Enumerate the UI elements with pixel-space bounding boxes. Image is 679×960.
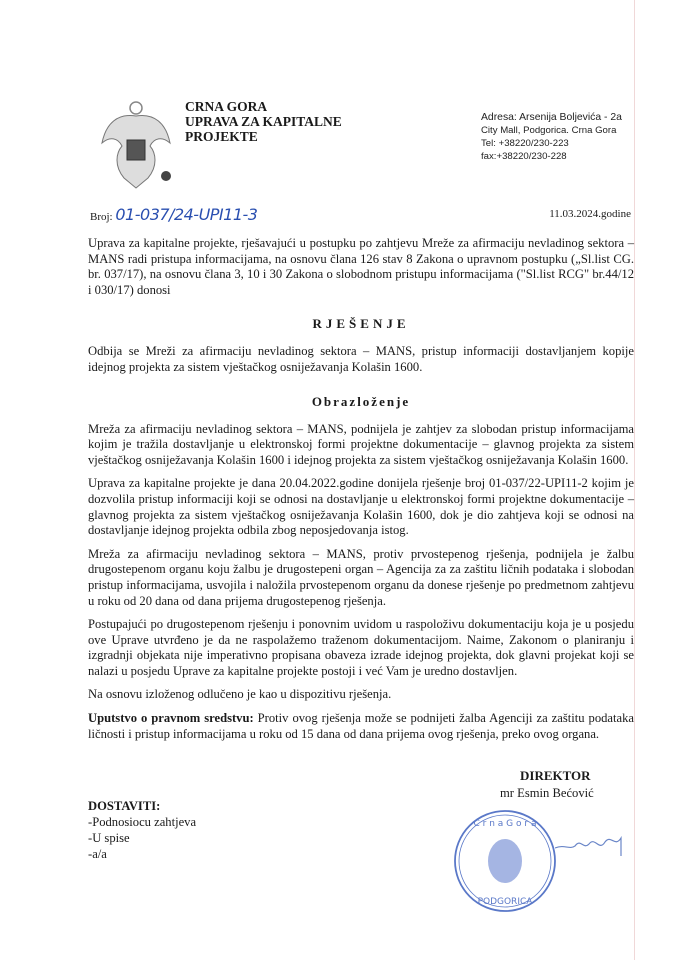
reference-number [90, 205, 257, 224]
contact-address [481, 111, 622, 163]
delivery-title: DOSTAVITI: [88, 799, 161, 814]
reasoning-paragraph: Uprava za kapitalne projekte je dana 20.04.2022.godine donijela rješenje broj 01-037/22-UPI11-2 kojim je dozvolila pristup informaciji koji se odnosi na dostavljanje u elektronskoj formi projektne dokumentacije – glavnog projekta za sistem vještačkog osniježavanja Kolašin 1600, dok je dio zahtjeva koji se odnosi na dostavljanje idejnog projekta odbila zbog neposjedovanja istog. [88, 476, 634, 538]
org-line: CRNA GORA [185, 99, 268, 114]
address-line: Adresa: Arsenija Boljevića - 2a [481, 112, 622, 123]
reasoning-paragraph: Mreža za afirmaciju nevladinog sektora – MANS, protiv prvostepenog rješenja, podnijela je žalbu drugostepenom organu koju žalbu je drugostepeni organ – Agencija za za zaštitu ličnih podataka i slobodan pristup informacijama, usvojila i naložila prvostepenom organu da donese rješenje po predmetnom zahtjevu u roku od 20 dana od dana prijema drugostepenog rješenja. [88, 546, 634, 608]
scan-edge-line [634, 0, 635, 960]
intro-paragraph: Uprava za kapitalne projekte, rješavajući u postupku po zahtjevu Mreže za afirmaciju nevladinog sektora – MANS radi pristupa informacijama, na osnovu člana 126 stav 8 Zakona o upravnom postupku („Sl.list CG. br. 037/17), na osnovu člana 3, 10 i 30 Zakona o slobodnom pristupu informacijama ("Sl.list RCG" br.44/12 i 030/17) donosi [88, 236, 634, 297]
document-body [88, 236, 634, 918]
reasoning-paragraph: Na osnovu izloženog odlučeno je kao u dispozitivu rješenja. [88, 687, 392, 702]
legal-remedy-text: Protiv ovog rješenja može se podnijeti žalba Agenciji za zaštitu podataka ličnosti i pristup informacijama u roku od 15 dana od dana prijema ovog rješenja, preko ovog organa. [88, 711, 634, 741]
reasoning-title: Obrazloženje [311, 393, 411, 409]
delivery-item: -a/a [88, 847, 107, 862]
delivery-list [88, 798, 196, 862]
reasoning-paragraph: Postupajući po drugostepenom rješenju i ponovnim uvidom u raspoloživu dokumentaciju koja je u posjedu ove Uprave utvrđeno je da ne raspolažemo traženom dokumentacijom. Naime, Zakonom o planiranju i izgradnji objekata nije imperativno propisana obaveza izrade idejnog projekta, dok glavni projekat koji se nalazi u posjedu Uprave za kapitalne projekte postoji i već Vam je uredno dostavljen. [88, 617, 634, 678]
org-line: UPRAVA ZA KAPITALNE [185, 114, 342, 129]
official-stamp-icon [450, 806, 560, 916]
decision-title: RJEŠENJE [312, 316, 410, 332]
coat-of-arms-icon [98, 98, 174, 190]
document-date: 11.03.2024.godine [549, 208, 631, 220]
svg-text:C r n a G o r a: C r n a G o r a [473, 819, 537, 830]
delivery-item: -U spise [88, 831, 130, 846]
signature-footer [88, 768, 634, 918]
org-line: PROJEKTE [185, 129, 258, 144]
svg-text:PODGORICA: PODGORICA [477, 897, 533, 908]
phone-line: Tel: +38220/230-223 [481, 138, 569, 149]
signatory-name: mr Esmin Bećović [500, 786, 594, 801]
signatory-title: DIREKTOR [520, 768, 591, 784]
organization-name [185, 99, 342, 144]
fax-line: fax:+38220/230-228 [481, 151, 567, 162]
reasoning-paragraph: Mreža za afirmaciju nevladinog sektora – MANS, podnijela je zahtjev za slobodan pristup informacijama kojim je tražila dostavljanje u elektronskoj formi projektne dokumentacije – glavnog projekta za sistem vještačkog osniježavanja Kolašin 1600 i idejnog projekta za sistem vještačkog osniježavanja Kolašin 1600. [88, 421, 634, 467]
reference-handwritten: 01-037/24-UPI11-3 [115, 205, 258, 224]
delivery-item: -Podnosiocu zahtjeva [88, 815, 197, 830]
decision-paragraph: Odbija se Mreži za afirmaciju nevladinog sektora – MANS, pristup informaciji dostavljanjem kopije idejnog projekta za sistem vještačkog osniježavanja Kolašin 1600. [88, 344, 634, 374]
legal-remedy-label: Uputstvo o pravnom sredstvu: [88, 711, 254, 726]
legal-remedy [88, 711, 634, 742]
address-line: City Mall, Podgorica. Crna Gora [481, 125, 617, 136]
reference-label: Broj: [90, 211, 113, 223]
handwritten-signature-icon [555, 830, 625, 860]
